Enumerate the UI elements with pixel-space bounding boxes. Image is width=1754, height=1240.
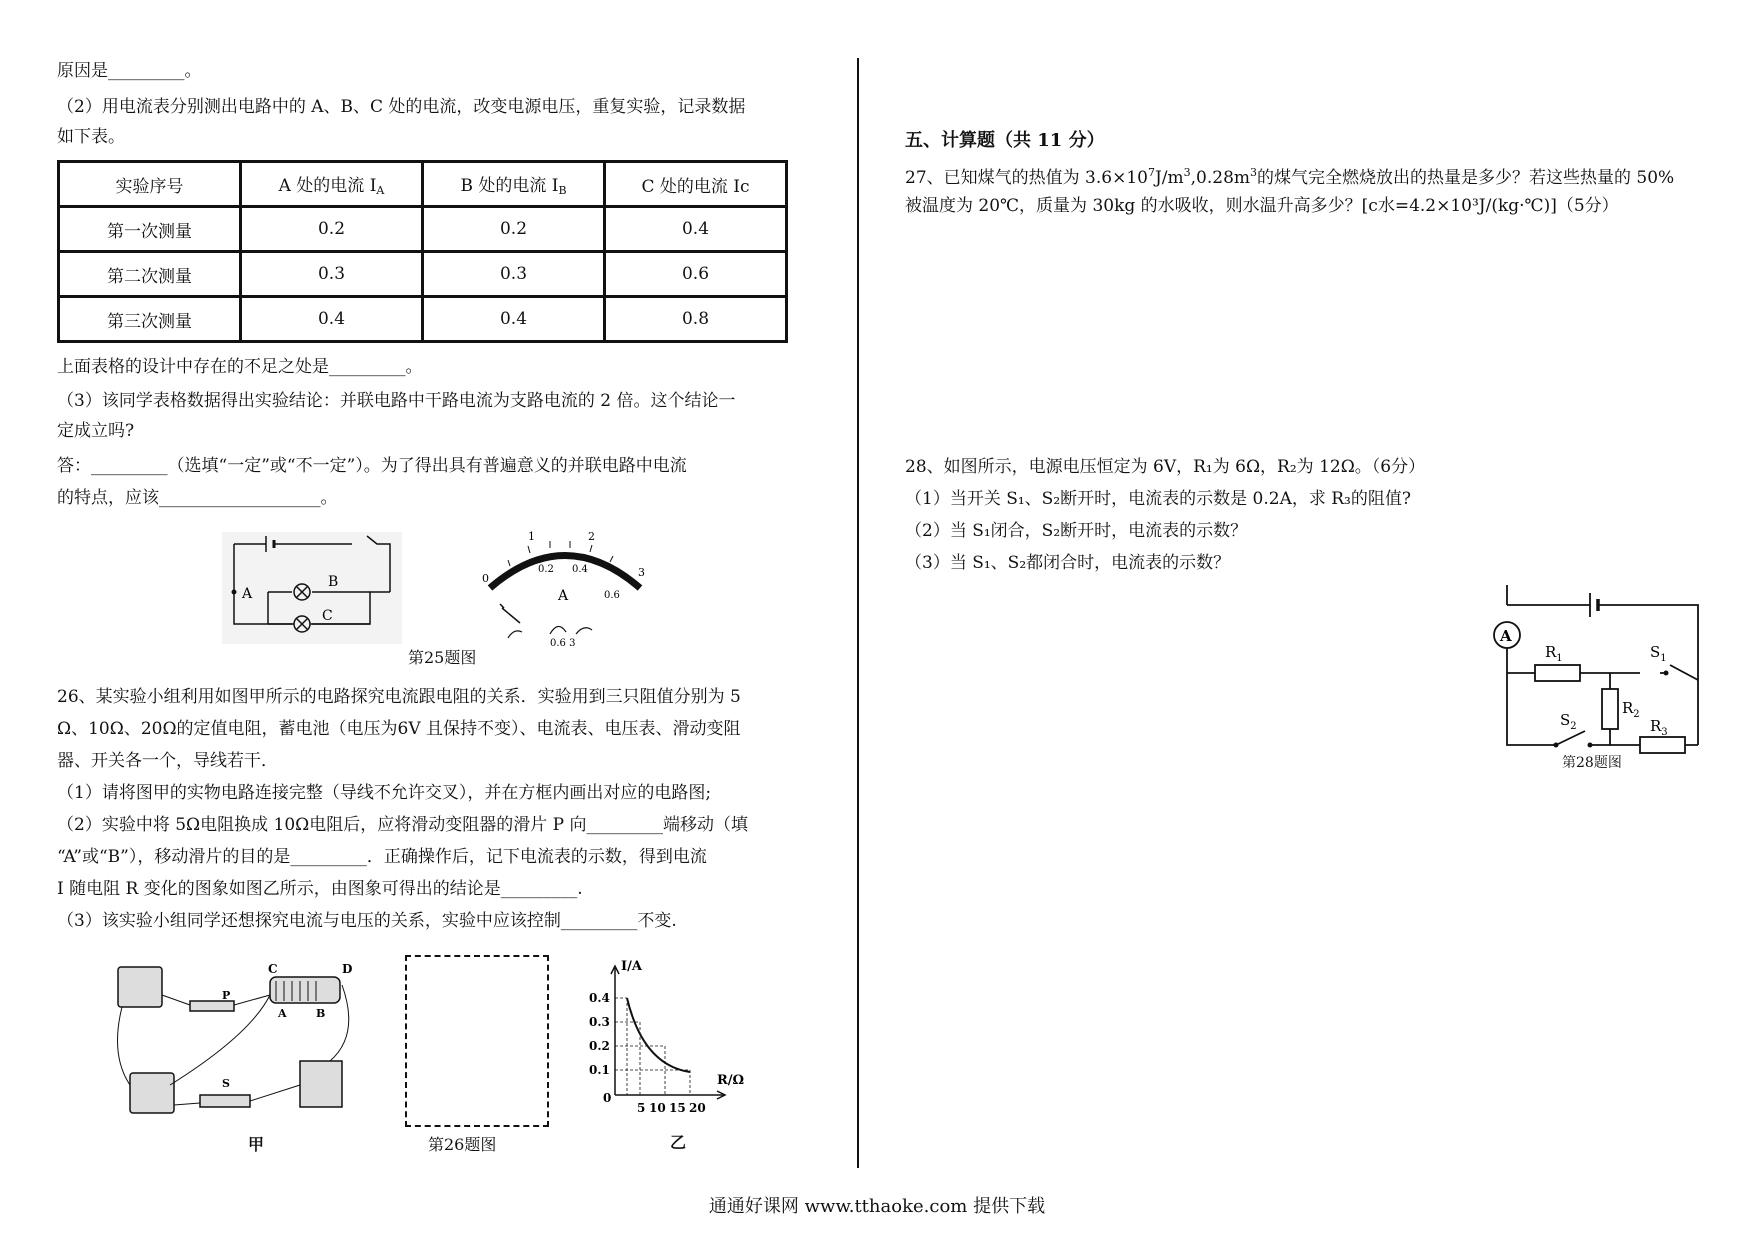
text-line: （2）当 S₁闭合，S₂断开时，电流表的示数？ (905, 521, 1248, 541)
ammeter-dial (480, 528, 650, 648)
table-cell: 第三次测量 (59, 297, 241, 342)
table-row (59, 252, 787, 297)
x-tick: 15 (669, 1101, 686, 1115)
table-header: 实验序号 (59, 162, 241, 207)
terminal-labels: 0.6 3 (550, 638, 576, 648)
text-line: 定成立吗? (57, 421, 135, 441)
label-a: A (278, 1007, 287, 1020)
current-resistance-graph (585, 960, 765, 1120)
circuit-drawing-box (405, 955, 549, 1127)
table-header: B 处的电流 $I_B$ (423, 162, 605, 207)
label-s: S (222, 1077, 230, 1090)
table-row (59, 207, 787, 252)
label-p: P (222, 989, 231, 1002)
tick-label: 0.2 (538, 564, 554, 575)
label-c: C (322, 608, 333, 624)
table-cell: 0.3 (423, 252, 605, 297)
text-line: 如下表。 (57, 127, 125, 147)
table-cell: 0.3 (241, 252, 423, 297)
text-line: （1）请将图甲的实物电路连接完整（导线不允许交叉），并在方框内画出对应的电路图; (57, 783, 712, 803)
text-line: 27、已知煤气的热值为 $3.6\times 10^7J/m^3,0.28m^3$的煤气完全燃烧放出的热量是多少？若这些热量的 50% (905, 166, 1675, 188)
text-line: 26、某实验小组利用如图甲所示的电路探究电流跟电阻的关系．实验用到三只阻值分别为 5 (57, 687, 741, 707)
table-cell: 0.4 (605, 207, 787, 252)
text-line: 28、如图所示，电源电压恒定为 6V，R₁为 6Ω，R₂为 12Ω。（6分） (905, 457, 1426, 477)
text-line: 答：_________（选填“一定”或“不一定”）。为了得出具有普遍意义的并联电路中电流 (57, 456, 687, 476)
circuit-diagram-28 (1490, 585, 1700, 775)
y-axis-label: I/A (621, 960, 642, 974)
label-s2: $S_2$ (1560, 711, 1577, 732)
label-r2: $R_2$ (1622, 699, 1640, 720)
figure-caption: 第28题图 (1562, 755, 1622, 771)
table-cell: 0.8 (605, 297, 787, 342)
text-line: “A”或“B”），移动滑片的目的是_________．正确操作后，记下电流表的示数，得到电流 (57, 847, 707, 867)
y-tick: 0.3 (589, 1015, 610, 1029)
tick-label: 2 (588, 530, 595, 543)
tick-label: 0 (482, 572, 489, 585)
label-d: D (342, 962, 353, 976)
x-axis-label: R/Ω (717, 1073, 745, 1088)
y-tick: 0.2 (589, 1039, 610, 1053)
label-a: A (242, 586, 253, 602)
text-line: （3）该实验小组同学还想探究电流与电压的关系，实验中应该控制_________不变. (57, 911, 677, 931)
text-line: Ω、10Ω、20Ω的定值电阻，蓄电池（电压为6V 且保持不变）、电流表、电压表、滑动变阻 (57, 719, 741, 739)
circuit-diagram-25 (222, 532, 402, 644)
experiment-apparatus-sketch (110, 955, 370, 1125)
footer-text: 通通好课网 www.tthaoke.com 提供下载 (708, 1196, 1046, 1217)
tick-label: 3 (638, 566, 645, 579)
label-b: B (316, 1007, 326, 1020)
label-r3: $R_3$ (1650, 717, 1668, 738)
table-cell: 0.6 (605, 252, 787, 297)
origin-label: 0 (603, 1091, 612, 1105)
table-header: C 处的电流 Ic (605, 162, 787, 207)
x-tick: 10 (649, 1101, 666, 1115)
figure-caption: 第26题图 (428, 1135, 497, 1154)
y-tick: 0.1 (589, 1063, 610, 1077)
table-cell: 0.2 (241, 207, 423, 252)
table-row (59, 297, 787, 342)
text-line: 上面表格的设计中存在的不足之处是_________。 (57, 357, 423, 377)
text-line: （3）该同学表格数据得出实验结论：并联电路中干路电流为支路电流的 2 倍。这个结论一 (57, 391, 736, 411)
text-line: I 随电阻 R 变化的图象如图乙所示，由图象可得出的结论是_________. (57, 879, 583, 899)
text-line: 的特点，应该___________________。 (57, 488, 338, 508)
text-line: （1）当开关 S₁、S₂断开时，电流表的示数是 0.2A，求 R₃的阻值? (905, 489, 1411, 509)
label-c: C (268, 962, 278, 976)
tick-label: 1 (528, 530, 535, 543)
table-header: A 处的电流 $I_A$ (241, 162, 423, 207)
text-line: （2）用电流表分别测出电路中的 A、B、C 处的电流，改变电源电压，重复实验，记录数据 (57, 97, 746, 117)
figure-caption-jia: 甲 (248, 1135, 265, 1154)
x-tick: 5 (637, 1101, 646, 1115)
text-line: 器、开关各一个，导线若干． (57, 751, 278, 771)
table-cell: 第二次测量 (59, 252, 241, 297)
table-header-row (59, 162, 787, 207)
table-cell: 第一次测量 (59, 207, 241, 252)
table-cell: 0.2 (423, 207, 605, 252)
y-tick: 0.4 (589, 991, 610, 1005)
tick-label: 0.6 (604, 590, 620, 601)
data-table (57, 160, 788, 343)
text-line: 原因是_________。 (57, 61, 202, 81)
tick-label: 0.4 (572, 564, 588, 575)
text-line: （2）实验中将 5Ω电阻换成 10Ω电阻后，应将滑动变阻器的滑片 P 向_________端移动（填 (57, 815, 749, 835)
text-line: 被温度为 20℃，质量为 30kg 的水吸收，则水温升高多少？[c水=4.2×10³J/(kg·℃)]（5分） (905, 196, 1619, 216)
figure-caption: 第25题图 (408, 648, 477, 667)
label-s1: $S_1$ (1650, 643, 1667, 664)
label-b: B (328, 574, 339, 590)
x-tick: 20 (689, 1101, 706, 1115)
table-cell: 0.4 (241, 297, 423, 342)
column-divider (857, 58, 859, 1168)
ammeter-symbol: A (1500, 627, 1512, 645)
text-line: （3）当 S₁、S₂都闭合时，电流表的示数？ (905, 553, 1231, 573)
section-title: 五、计算题（共 11 分） (905, 130, 1105, 151)
unit-label: A (558, 588, 569, 604)
figure-caption-yi: 乙 (670, 1133, 687, 1152)
label-r1: $R_1$ (1545, 643, 1563, 664)
table-cell: 0.4 (423, 297, 605, 342)
